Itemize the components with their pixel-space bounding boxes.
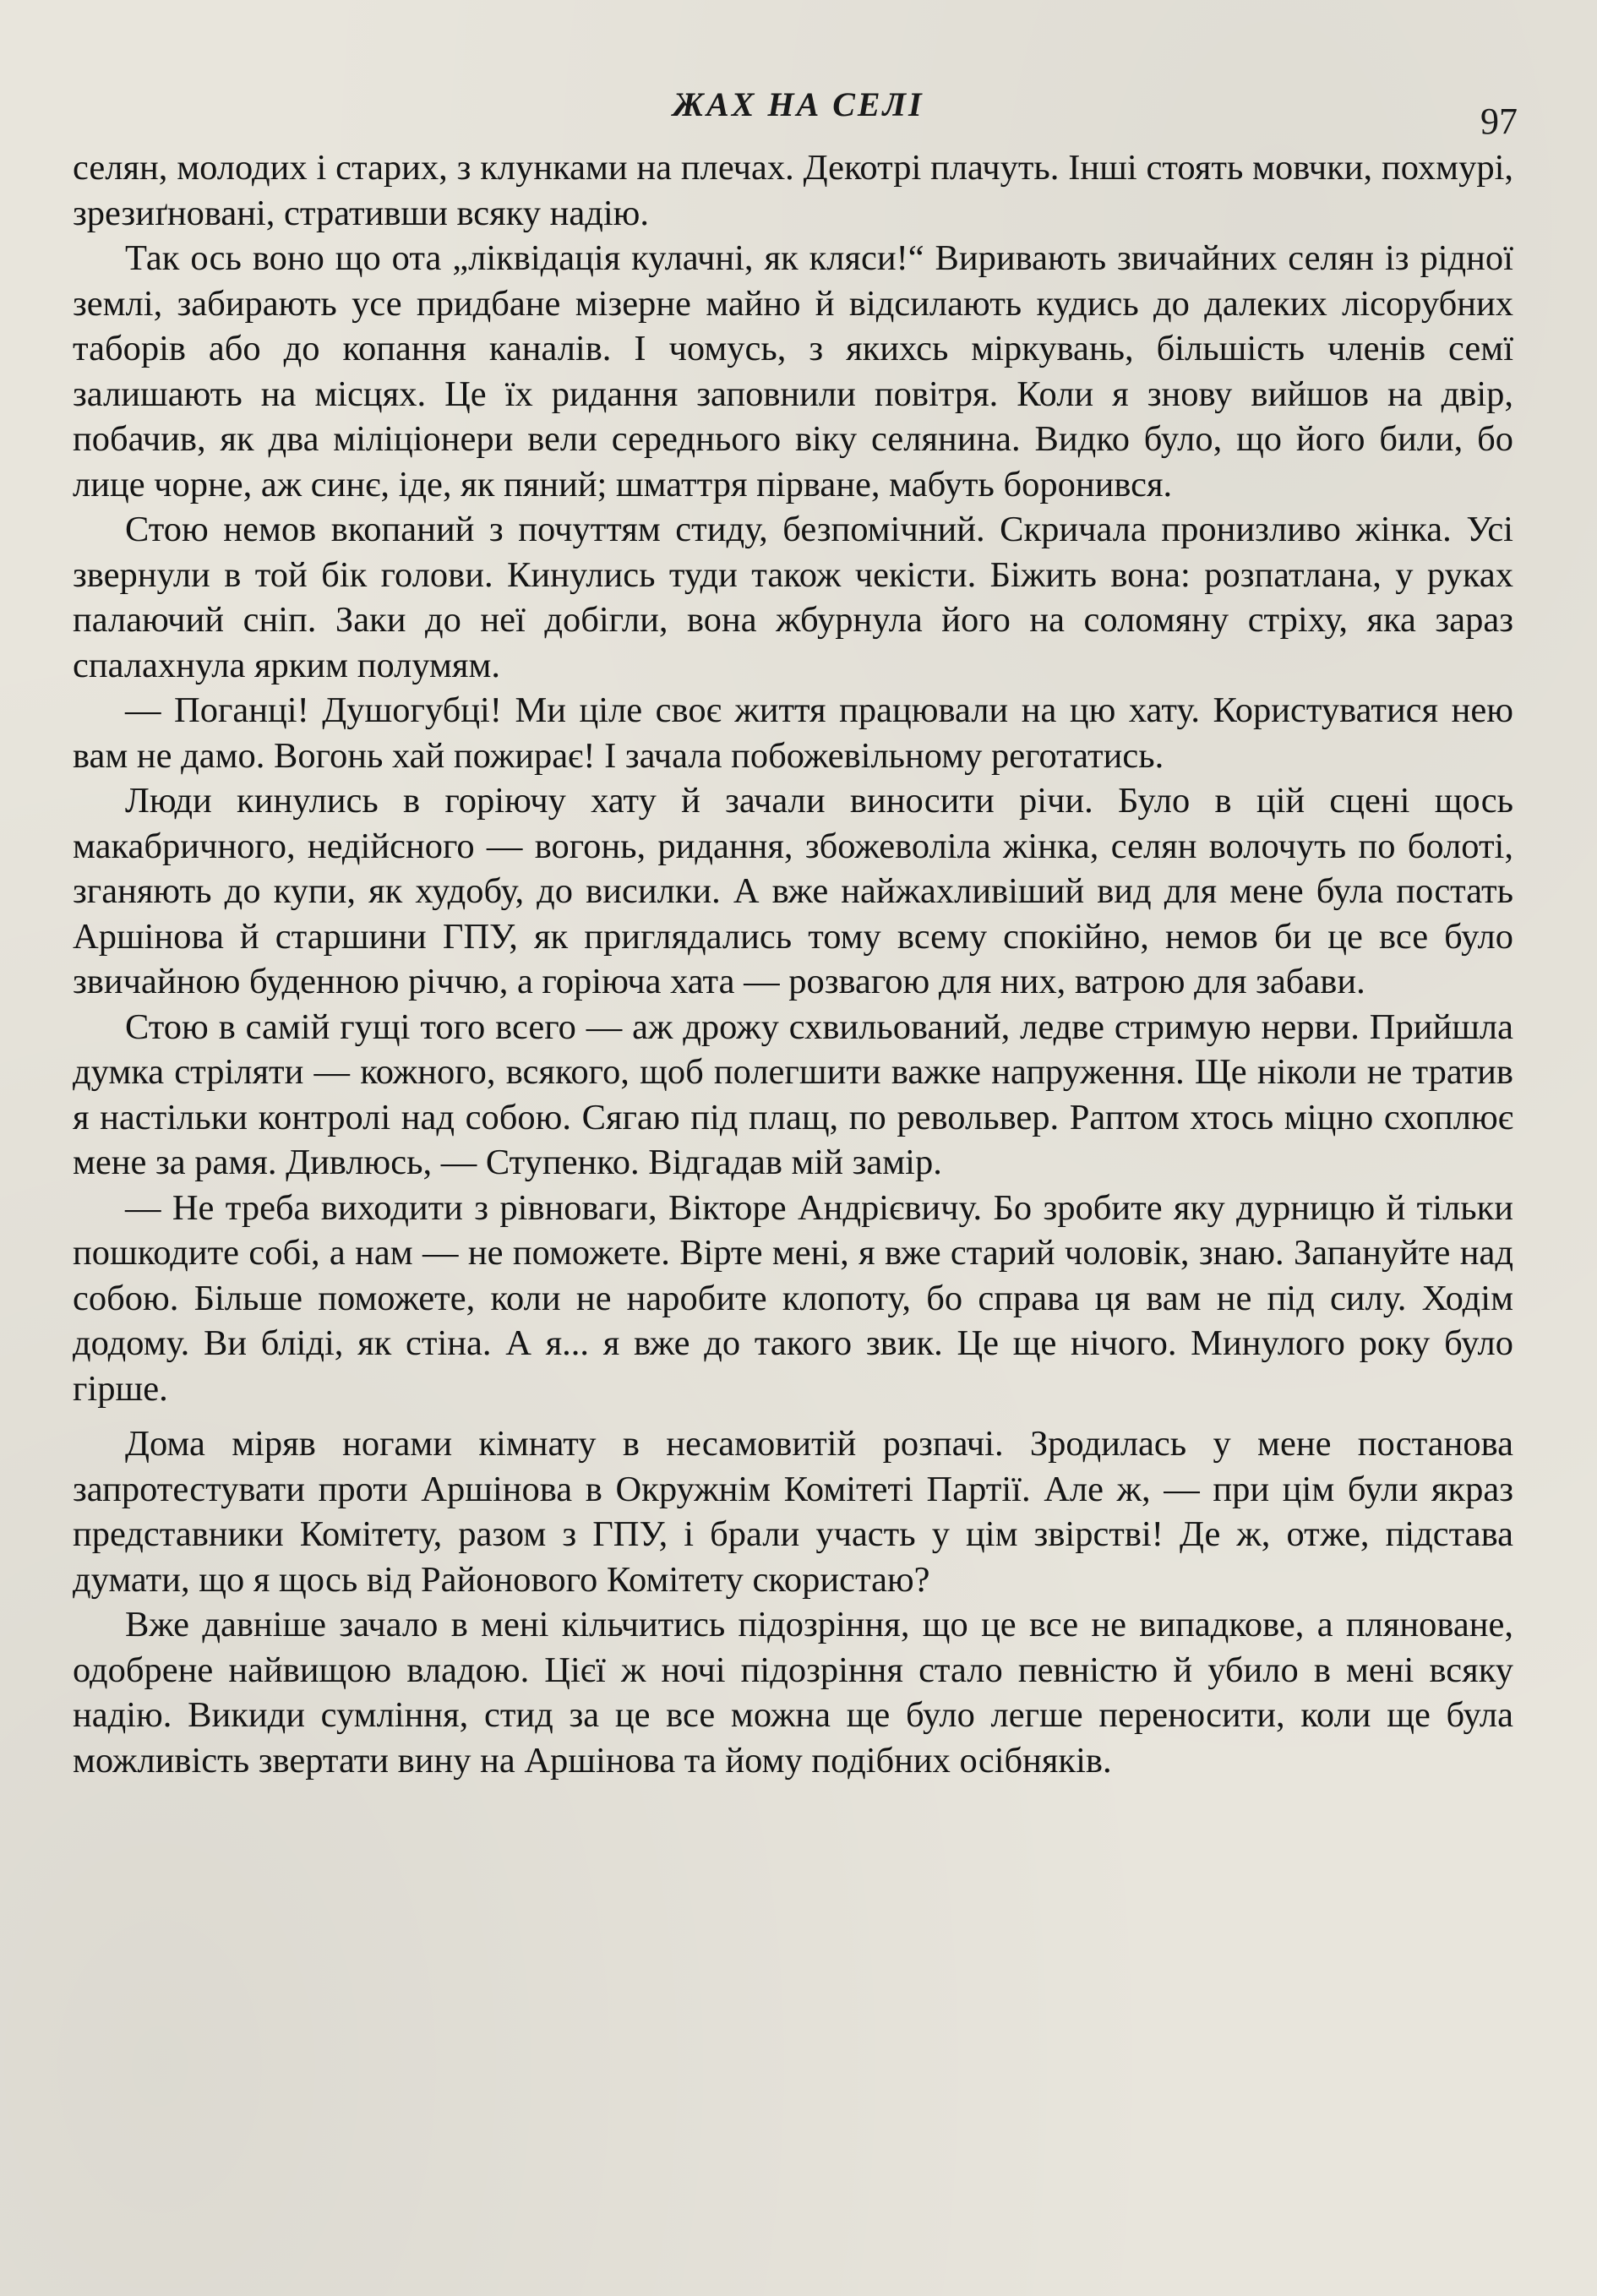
paragraph-6: Стою в самій гущі того всего — аж дрожу схвильований, ледве стримую нерви. Прийшла думка стріляти — кожного, всякого, щоб полегшити важке напруження. Ще ніколи не тратив я настільки контролі над собою. Сягаю під плащ, по револьвер. Раптом хтось міцно схоплює мене за рамя. Дивлюсь, — Ступенко. Відгадав мій замір. — [73, 1006, 1513, 1182]
paragraph-5: Люди кинулись в горіючу хату й зачали виносити річи. Було в цій сцені щось макабричного, недійсного — вогонь, ридання, збожеволіла жінка, селян волочуть по болоті, зганяють до купи, як худобу, до висилки. А вже найжахливіший вид для мене була постать Аршінова й старшини ГПУ, як приглядались тому всему спокійно, немов би це все було звичайною буденною річчю, а горіюча хата — розвагою для них, ватрою для забави. — [73, 781, 1513, 1001]
running-title: ЖАХ НА СЕЛІ — [673, 85, 924, 123]
paragraph-9: Вже давніше зачало в мені кільчитись підозріння, що це все не випадкове, а пляноване, одобрене найвищою владою. Цієї ж ночі підозріння стало певністю й убило в мені всяку надію. Викиди сумління, стид за це все можна ще було легше переносити, коли ще була можливість звертати вину на Аршінова та йому подібних осібняків. — [73, 1605, 1513, 1781]
paragraph-7: — Не треба виходити з рівноваги, Вікторе Андрієвичу. Бо зробите яку дурницю й тільки пошкодите собі, а нам — не поможете. Вірте мені, я вже старий чоловік, знаю. Запануйте над собою. Більше поможете, коли не наробите клопоту, бо справа ця вам не під силу. Ходім додому. Ви бліді, як стіна. А я... я вже до такого звик. Це ще нічого. Минулого року було гірше. — [73, 1187, 1513, 1409]
paragraph-1: селян, молодих і старих, з клунками на плечах. Декотрі плачуть. Інші стоять мовчки, похмурі, зрезиґновані, стративши всяку надію. — [73, 148, 1513, 233]
paragraph-2: Так ось воно що ота „ліквідація кулачні, як кляси!“ Виривають звичайних селян із рідної землі, забирають усе придбане мізерне майно й відсилають кудись до далеких лісорубних таборів або до копання каналів. І чомусь, з якихсь міркувань, більшість членів семї залишають на місцях. Це їх ридання заповнили повітря. Коли я знову вийшов на двір, побачив, як два міліціонери вели середнього віку селянина. Видко було, що його били, бо лице чорне, аж синє, іде, як пяний; шматтря пірване, мабуть боронився. — [73, 238, 1513, 504]
body-text — [73, 145, 1513, 1783]
paragraph-8: Дома міряв ногами кімнату в несамовитій розпачі. Зродилась у мене постанова запротестувати проти Аршінова в Окружнім Комітеті Партії. Але ж, — при цім були якраз представники Комітету, разом з ГПУ, і брали участь у цім звірстві! Де ж, отже, підстава думати, що я щось від Районового Комітету скористаю? — [73, 1424, 1513, 1600]
page-number: 97 — [1480, 101, 1518, 142]
paragraph-4: — Поганці! Душогубці! Ми ціле своє життя працювали на цю хату. Користуватися нею вам не дамо. Вогонь хай пожирає! І зачала побожевільному реготатись. — [73, 690, 1513, 776]
paragraph-3: Стою немов вкопаний з почуттям стиду, безпомічний. Скричала пронизливо жінка. Усі звернули в той бік голови. Кинулись туди також чекісти. Біжить вона: розпатлана, у руках палаючий сніп. Заки до неї добігли, вона жбурнула його на соломяну стріху, яка зараз спалахнула ярким полумям. — [73, 510, 1513, 685]
